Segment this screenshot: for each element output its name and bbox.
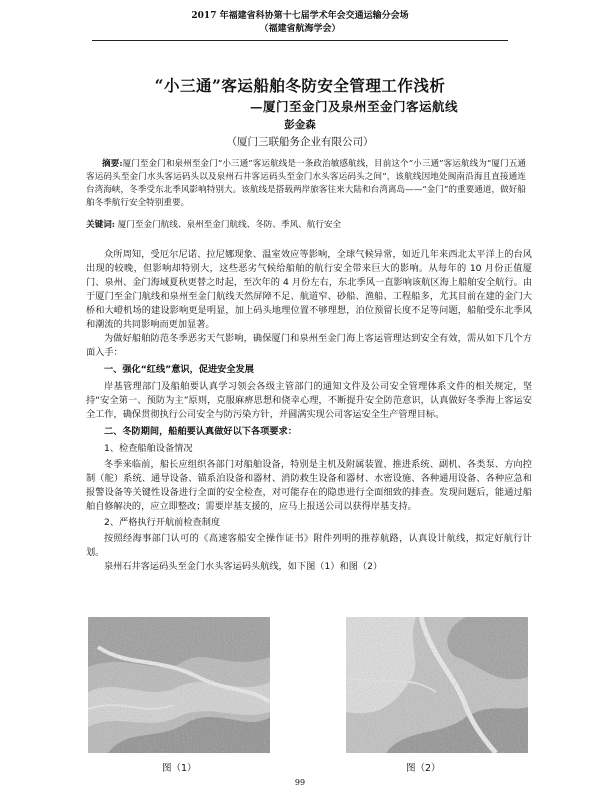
page-number: 99 xyxy=(294,778,306,787)
paper-subtitle: —厦门至金门及泉州至金门客运航线 xyxy=(250,99,459,114)
paragraph-equipment: 冬季来临前，船长应组织各部门对船舶设备，特别是主机及附属装置、推进系统、副机、各类泵、方向控制（舵）系统、通导设备、锚系泊设备和器材、消防救生设备和器材、水密设施、各种通用设备、各种应急和报警设备等关键性设备进行全面的安全检查，对可能存在的隐患进行全面细致的排查。发现问题后，能通过船舶自修解决的，应立即整改；需要岸基支援的，应马上报送公司以获得岸基支持。 xyxy=(86,459,532,512)
header-rule xyxy=(92,40,508,41)
running-header xyxy=(0,10,600,36)
figure-1-caption: 图（1） xyxy=(162,763,197,774)
abstract-label: 摘要: xyxy=(102,159,123,169)
body-text xyxy=(86,248,532,574)
paragraph-approach: 为做好船舶防范冬季恶劣天气影响，确保厦门和泉州至金门海上客运管理达到安全有效，需从如下几个方面入手： xyxy=(86,333,532,358)
keywords-text: 厦门至金门航线、泉州至金门航线、冬防、季风、航行安全 xyxy=(117,220,342,230)
abstract-text: 厦门至金门和泉州至金门“小三通”客运航线是一条政治敏感航线，目前这个“小三通”客运航线为“厦门五通客运码头至金门水头客运码头以及泉州石井客运码头至金门水头客运码头之间”，该航线因地处闽南沿海且直接通连台湾海峡，冬季受东北季风影响特别大。该航线是搭载两岸旅客往来大陆和台湾离岛——“金门”的重要通道，做好船舶冬季航行安全特别重要。 xyxy=(86,159,526,208)
paragraph-figure-intro: 泉州石井客运码头至金门水头客运码头航线，如下图（1）和图（2） xyxy=(104,561,383,572)
keywords xyxy=(86,219,526,232)
figure-row xyxy=(88,617,528,757)
abstract xyxy=(86,158,526,210)
subsection-heading-2-2: 2、严格执行开航前检查制度 xyxy=(104,517,221,528)
paragraph-redline: 岸基管理部门及船舶要认真学习领会各级主管部门的通知文件及公司安全管理体系文件的相关规定，坚持“安全第一、预防为主”原则，克服麻痹思想和侥幸心理，不断提升安全防范意识，认真做好冬季海上客运安全工作，确保贯彻执行公司安全与防污染方针，并圆满实现公司客运安全生产管理目标。 xyxy=(86,381,532,420)
figure-2-chart-image xyxy=(346,617,528,753)
subsection-heading-2-1: 1、检查船舶设备情况 xyxy=(104,443,193,454)
section-heading-2: 二、冬防期间，船舶要认真做好以下各项要求： xyxy=(104,426,297,437)
header-line-2: （福建省航海学会） xyxy=(259,24,341,34)
figure-2-caption: 图（2） xyxy=(406,763,441,774)
header-line-1: 2017 年福建省科协第十七届学术年会交通运输分会场 xyxy=(191,11,409,21)
paragraph-route-plan: 按照经海事部门认可的《高速客船安全操作证书》附件列明的推荐航路，认真设计航线，拟定好航行计划。 xyxy=(86,533,532,558)
paper-title: “小三通”客运船舶冬防安全管理工作浅析 xyxy=(154,76,446,95)
keywords-label: 关键词: xyxy=(86,220,115,230)
section-heading-1: 一、强化“红线”意识，促进安全发展 xyxy=(104,364,254,375)
paragraph-intro: 众所周知，受厄尔尼诺、拉尼娜现象、温室效应等影响，全球气候异常，如近几年来西北太平洋上的台风出现的较晚，但影响却特别大，这些恶劣气候给船舶的航行安全带来巨大的影响。从每年的 10 月份正值厦门、泉州、金门海域夏秋更替之时起，至次年的 4 月份左右，东北季风一直影响该航区海上船舶安全航行。由于厦门至金门航线和泉州至金门航线天然屏障不足、航道窄、砂船、渔船、工程船多，尤其目前在建的金门大桥和大嶝机场的建设影响更是明显，加上码头地理位置不够理想，泊位预留长度不足等问题，船舶受东北季风和潮流的共同影响而更加显著。 xyxy=(86,249,532,330)
author: 彭金森 xyxy=(284,119,316,131)
figure-1-chart-image xyxy=(88,617,270,753)
affiliation: （厦门三联船务企业有限公司） xyxy=(226,136,374,148)
